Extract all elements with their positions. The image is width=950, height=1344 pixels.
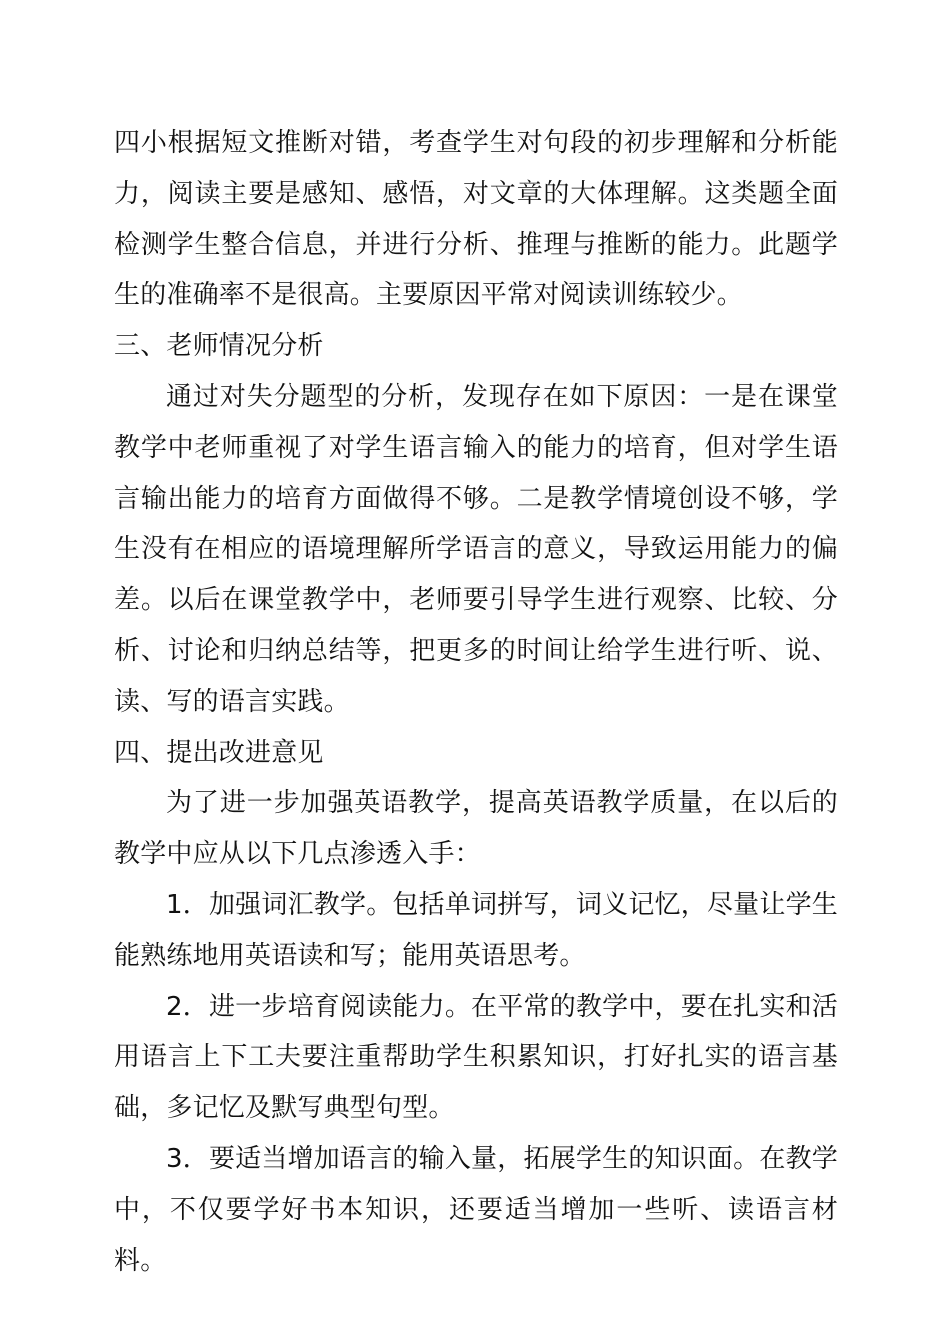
paragraph-reading-analysis: 四小根据短文推断对错，考查学生对句段的初步理解和分析能力，阅读主要是感知、感悟，对文章的大体理解。这类题全面检测学生整合信息，并进行分析、推理与推断的能力。此题学生的准确率不是很高。主要原因平常对阅读训练较少。 — [114, 128, 838, 311]
document-body — [114, 118, 838, 1286]
paragraph-teacher-analysis: 通过对失分题型的分析，发现存在如下原因：一是在课堂教学中老师重视了对学生语言输入的能力的培育，但对学生语言输出能力的培育方面做得不够。二是教学情境创设不够，学生没有在相应的语境理解所学语言的意义，导致运用能力的偏差。以后在课堂教学中，老师要引导学生进行观察、比较、分析、讨论和归纳总结等，把更多的时间让给学生进行听、说、读、写的语言实践。 — [114, 381, 838, 717]
list-item-reading: 2．进一步培育阅读能力。在平常的教学中，要在扎实和活用语言上下工夫要注重帮助学生积累知识，打好扎实的语言基础，多记忆及默写典型句型。 — [114, 991, 838, 1124]
list-item-input: 3．要适当增加语言的输入量，拓展学生的知识面。在教学中，不仅要学好书本知识，还要适当增加一些听、读语言材料。 — [114, 1143, 838, 1276]
section-heading-teacher-analysis: 三、老师情况分析 — [114, 331, 324, 362]
section-heading-improvement: 四、提出改进意见 — [114, 737, 324, 768]
paragraph-improvement-intro: 为了进一步加强英语教学，提高英语教学质量，在以后的教学中应从以下几点渗透入手： — [114, 788, 838, 870]
list-item-vocabulary: 1．加强词汇教学。包括单词拼写，词义记忆，尽量让学生能熟练地用英语读和写；能用英语思考。 — [114, 889, 838, 971]
